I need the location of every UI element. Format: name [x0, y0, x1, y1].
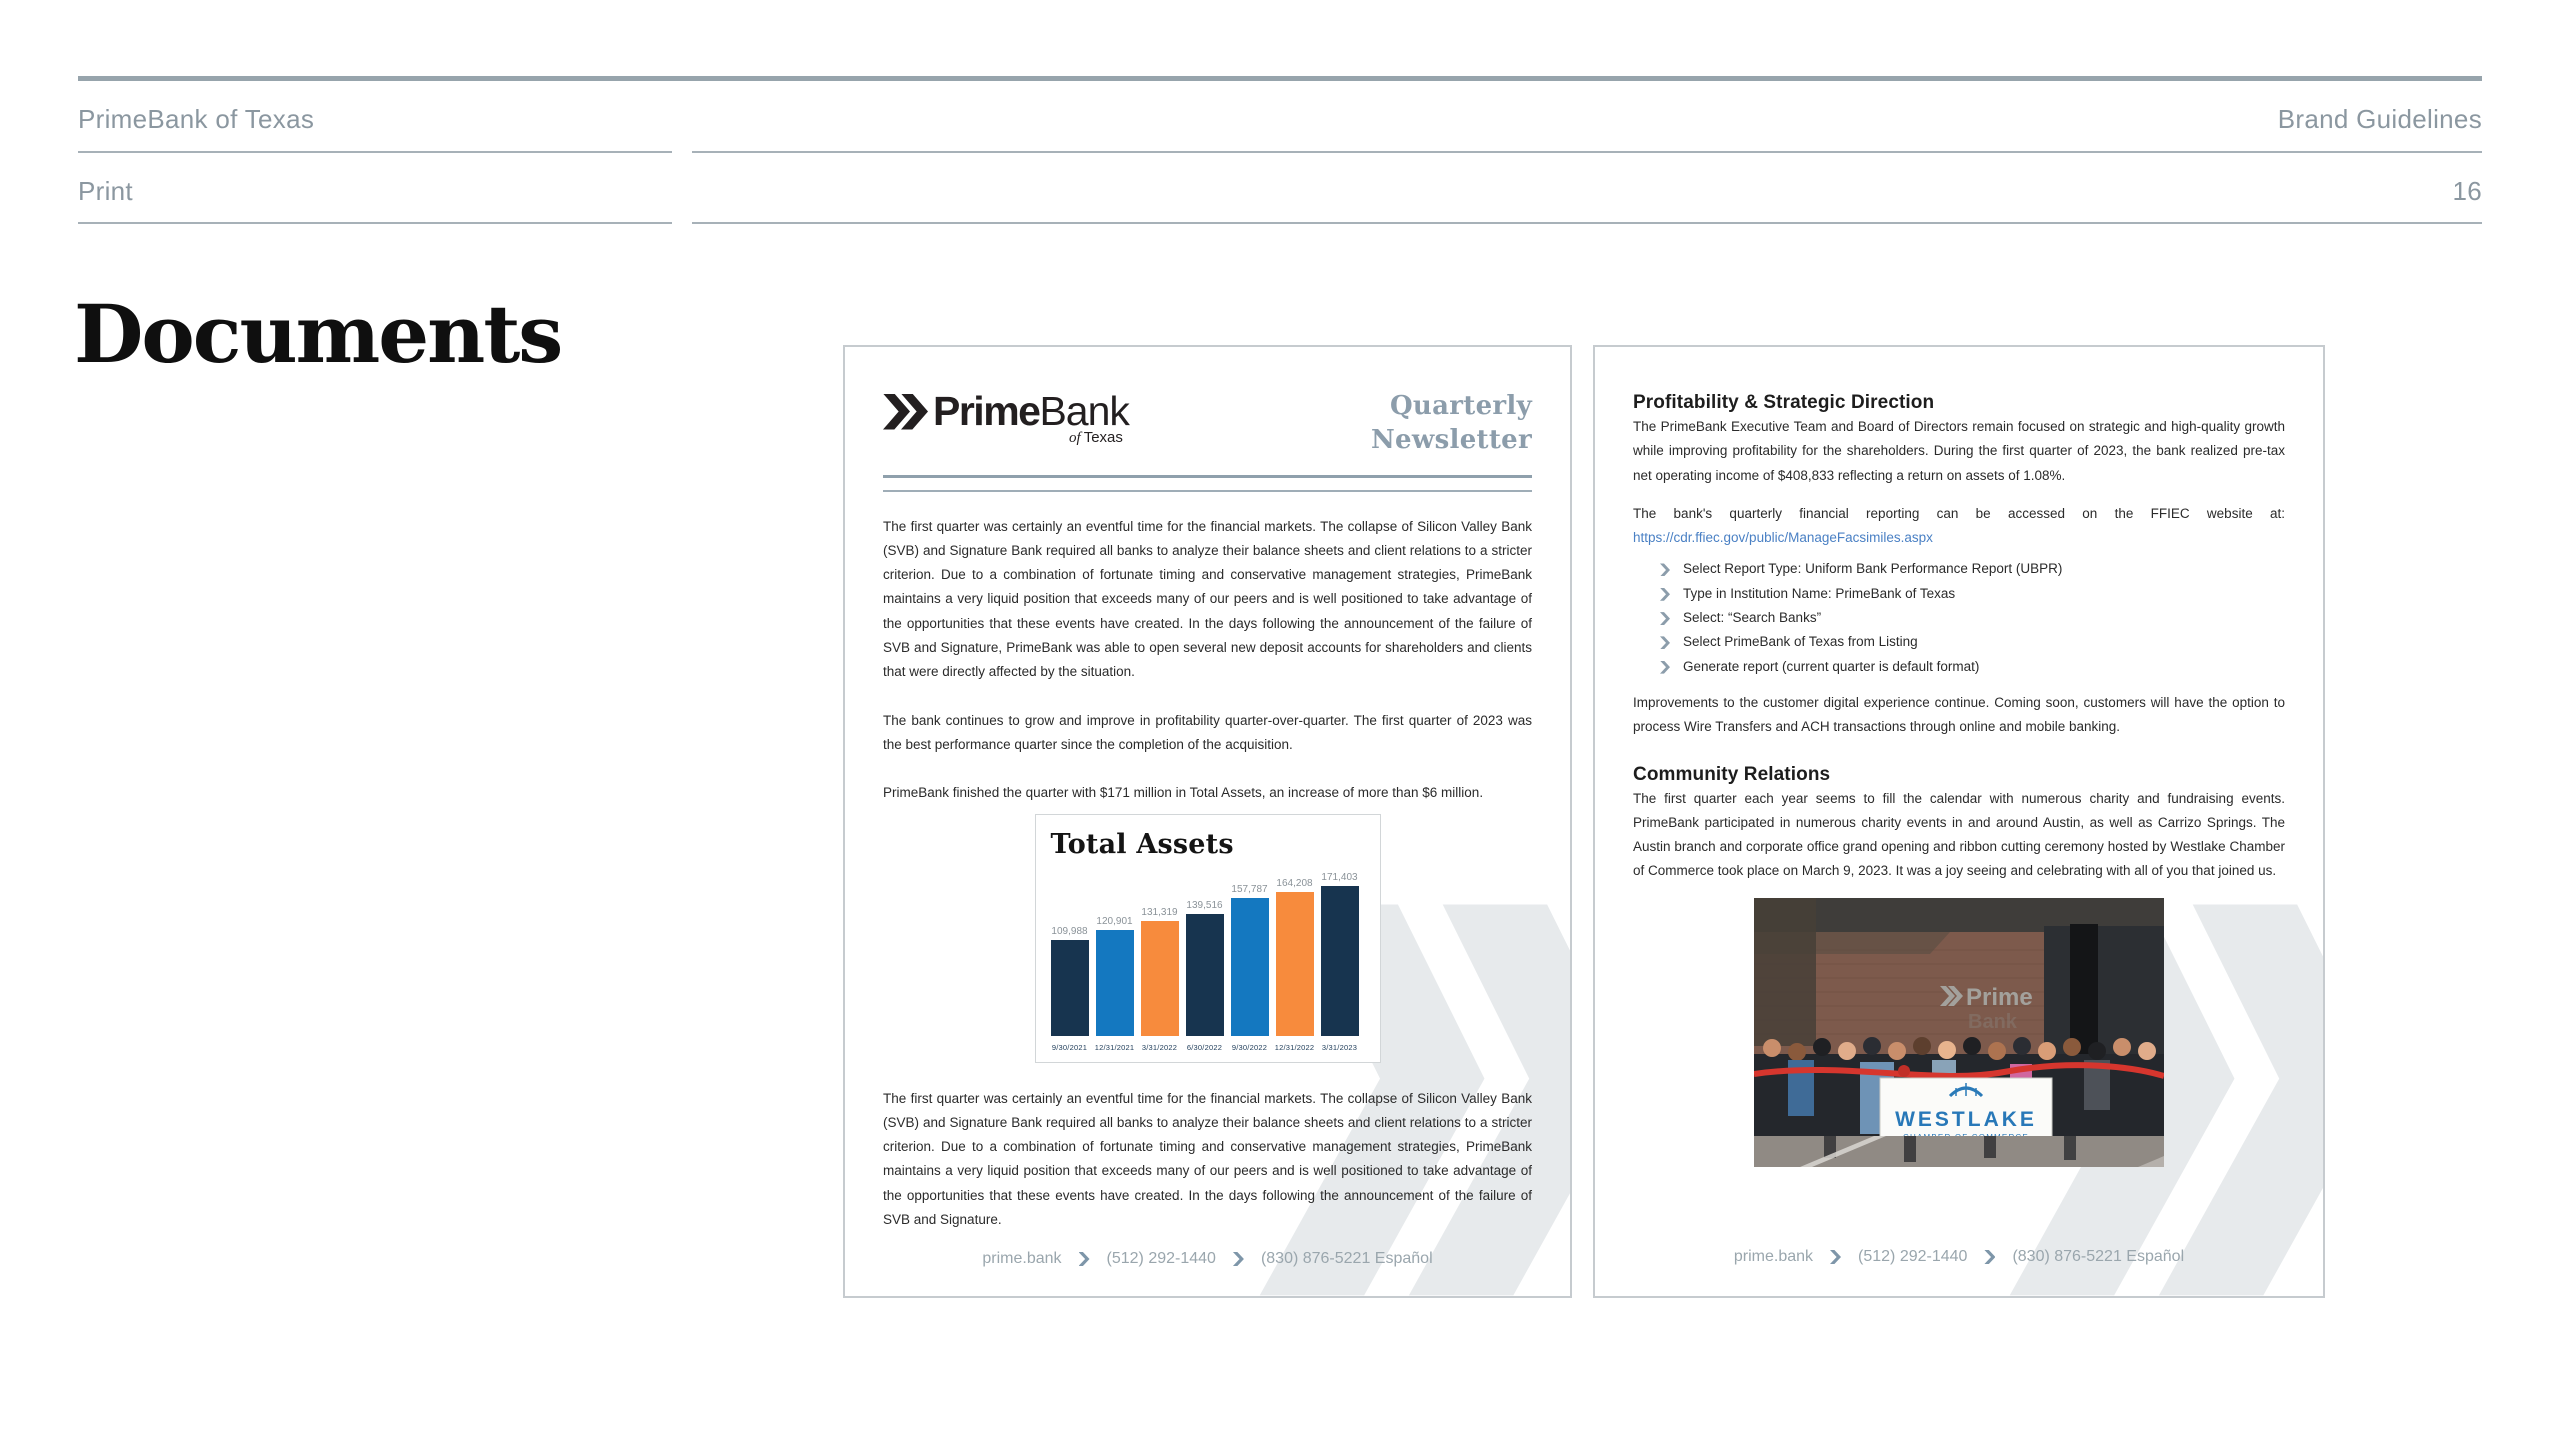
bar-value-label: 139,516	[1186, 899, 1223, 911]
chart-bar	[1231, 898, 1269, 1036]
footer-phone-spanish: (830) 876-5221 Español	[2012, 1248, 2185, 1265]
brand-name: PrimeBank of Texas	[78, 104, 315, 134]
masthead-rule-thick	[883, 475, 1532, 478]
section-heading-community: Community Relations	[1633, 763, 1831, 785]
newsletter-page-front	[843, 345, 1572, 1298]
report-step	[1660, 606, 2285, 630]
header-row-1	[78, 104, 2482, 135]
footer-website: prime.bank	[982, 1250, 1062, 1267]
chevron-bullet-icon	[1660, 636, 1670, 649]
header-row-2	[78, 176, 2482, 207]
svg-text:Bank: Bank	[1968, 1010, 2017, 1033]
bar-value-label: 109,988	[1051, 925, 1088, 937]
page-title: Documents	[74, 287, 562, 381]
bar-category-label: 6/30/2022	[1186, 1042, 1223, 1052]
ribbon-bow	[1898, 1065, 1910, 1077]
bar-category-label: 9/30/2021	[1051, 1042, 1088, 1052]
chevron-bullet-icon	[1660, 661, 1670, 674]
newsletter-title: Quarterly Newsletter	[1370, 391, 1532, 455]
paragraph: The first quarter was certainly an eventful time for the financial markets. The collapse of Silicon Valley Bank (SVB) and Signature Bank required all banks to analyze their balance sheets and client relations to a stricter criterion. Due to a combination of fortunate timing and conservative management strategies, PrimeBank maintains a very liquid position that exceeds many of our peers and is well positioned to take advantage of the opportunities that these events have created. In the days following the announcement of the failure of SVB and Signature.	[883, 1090, 1532, 1228]
header-divider	[692, 222, 2482, 224]
bar-category-label: 3/31/2023	[1321, 1042, 1358, 1052]
header-divider	[78, 151, 672, 153]
report-step-text: Select PrimeBank of Texas from Listing	[1683, 634, 1918, 650]
header-divider	[692, 151, 2482, 153]
chart-bar-group	[1051, 926, 1089, 1052]
chart-bar	[1186, 914, 1224, 1036]
chart-title: Total Assets	[1050, 828, 1234, 860]
footer-website: prime.bank	[1733, 1248, 1814, 1265]
report-step-text: Type in Institution Name: PrimeBank of Texas	[1683, 585, 1956, 601]
bar-category-label: 12/31/2022	[1274, 1042, 1315, 1052]
newsletter-page-back	[1593, 345, 2325, 1298]
paragraph: The bank continues to grow and improve in profitability quarter-over-quarter. The first quarter of 2023 was the best performance quarter since the completion of the acquisition.	[883, 712, 1532, 752]
chevron-separator-icon	[1233, 1252, 1244, 1266]
bar-category-label: 9/30/2022	[1231, 1042, 1268, 1052]
chart-bar-group	[1186, 900, 1224, 1052]
section-label: Print	[78, 176, 133, 206]
newsletter-footer	[1595, 1248, 2323, 1266]
svg-text:WESTLAKE: WESTLAKE	[1895, 1107, 2037, 1131]
report-step	[1660, 557, 2285, 581]
tree-shadow	[1754, 898, 1816, 1046]
chart-bar-group	[1321, 872, 1359, 1052]
total-assets-chart	[1035, 814, 1381, 1063]
paragraph: The first quarter was certainly an eventful time for the financial markets. The collapse of Silicon Valley Bank (SVB) and Signature Bank required all banks to analyze their balance sheets and client relations to a stricter criterion. Due to a combination of fortunate timing and conservative management strategies, PrimeBank maintains a very liquid position that exceeds many of our peers and is well positioned to take advantage of the opportunities that these events have created. In the days following the announcement of the failure of SVB and Signature, PrimeBank was able to open several new deposit accounts for shareholders and clients that were directly affected by the situation.	[883, 518, 1532, 680]
chart-bar	[1096, 930, 1134, 1036]
report-step	[1660, 582, 2285, 606]
section-heading-profitability: Profitability & Strategic Direction	[1633, 392, 1935, 413]
chart-bars	[1051, 872, 1365, 1052]
header-top-rule	[78, 76, 2482, 81]
footer-phone-spanish: (830) 876-5221 Español	[1260, 1250, 1433, 1267]
chevron-separator-icon	[1984, 1250, 1995, 1264]
chevron-separator-icon	[1830, 1250, 1841, 1264]
report-step-text: Select Report Type: Uniform Bank Performance Report (UBPR)	[1683, 561, 2063, 577]
chart-bar-group	[1231, 884, 1269, 1052]
chart-bar-group	[1141, 907, 1179, 1052]
chamber-banner	[1880, 1078, 2052, 1146]
bar-value-label: 120,901	[1096, 915, 1133, 927]
primebank-logo	[883, 388, 1129, 447]
report-step	[1660, 630, 2285, 654]
report-step-text: Select: “Search Banks”	[1683, 610, 1822, 626]
bar-value-label: 131,319	[1141, 906, 1178, 918]
chart-bar	[1276, 892, 1314, 1036]
footer-phone: (512) 292-1440	[1858, 1248, 1968, 1265]
report-steps-list	[1660, 557, 2285, 678]
logo-word-bank: Bank	[1039, 388, 1129, 434]
bar-value-label: 164,208	[1276, 877, 1313, 889]
paragraph: Improvements to the customer digital experience continue. Coming soon, customers will have the option to process Wire Transfers and ACH transactions through online and mobile banking.	[1633, 694, 2285, 735]
logo-word-prime: Prime	[933, 388, 1040, 434]
svg-text:Prime: Prime	[1966, 983, 2033, 1011]
footer-phone: (512) 292-1440	[1106, 1250, 1216, 1267]
paragraph-with-link: The bank's quarterly financial reporting can be accessed on the FFIEC website at: https://cdr.ffiec.gov/public/ManageFacsimiles.aspx	[1633, 505, 2285, 546]
paragraph: The first quarter each year seems to fill the calendar with numerous charity and fundraising events. PrimeBank participated in numerous charity events in and around Austin, as well as Carrizo Springs. The Austin branch and corporate office grand opening and ribbon cutting ceremony hosted by Westlake Chamber of Commerce took place on March 9, 2023. It was a joy seeing and celebrating with all of you that joined us.	[1633, 790, 2285, 879]
page-number: 16	[2452, 176, 2482, 206]
chart-bar	[1051, 940, 1089, 1036]
chevron-bullet-icon	[1660, 563, 1670, 576]
chart-bar	[1321, 886, 1359, 1036]
paragraph: PrimeBank finished the quarter with $171 million in Total Assets, an increase of more than $6 million.	[883, 785, 1484, 801]
ribbon-cutting-photo	[1754, 898, 2164, 1167]
chart-bar	[1141, 921, 1179, 1036]
bar-value-label: 171,403	[1321, 871, 1358, 883]
chevron-bullet-icon	[1660, 612, 1670, 625]
masthead-rule-thin	[883, 490, 1532, 492]
chart-bar-group	[1096, 916, 1134, 1052]
bar-value-label: 157,787	[1231, 883, 1268, 895]
document-title: Brand Guidelines	[2277, 104, 2482, 134]
chevron-separator-icon	[1079, 1252, 1090, 1266]
bar-category-label: 12/31/2021	[1094, 1042, 1135, 1052]
logo-subtitle: of Texas	[1069, 429, 1123, 446]
newsletter-footer	[845, 1250, 1570, 1268]
paragraph: The PrimeBank Executive Team and Board of Directors remain focused on strategic and high-quality growth while improving profitability for the shareholders. During the first quarter of 2023, the bank realized pre-tax net operating income of $408,833 reflecting a return on assets of 1.08%.	[1633, 419, 2285, 483]
report-step-text: Generate report (current quarter is default format)	[1683, 658, 1980, 674]
header-divider	[78, 222, 672, 224]
bar-category-label: 3/31/2022	[1141, 1042, 1178, 1052]
report-step	[1660, 655, 2285, 679]
chart-bar-group	[1276, 878, 1314, 1052]
ffiec-link[interactable]: https://cdr.ffiec.gov/public/ManageFacsimiles.aspx	[1633, 530, 1933, 546]
newsletter-masthead	[883, 388, 1532, 458]
chevron-bullet-icon	[1660, 588, 1670, 601]
